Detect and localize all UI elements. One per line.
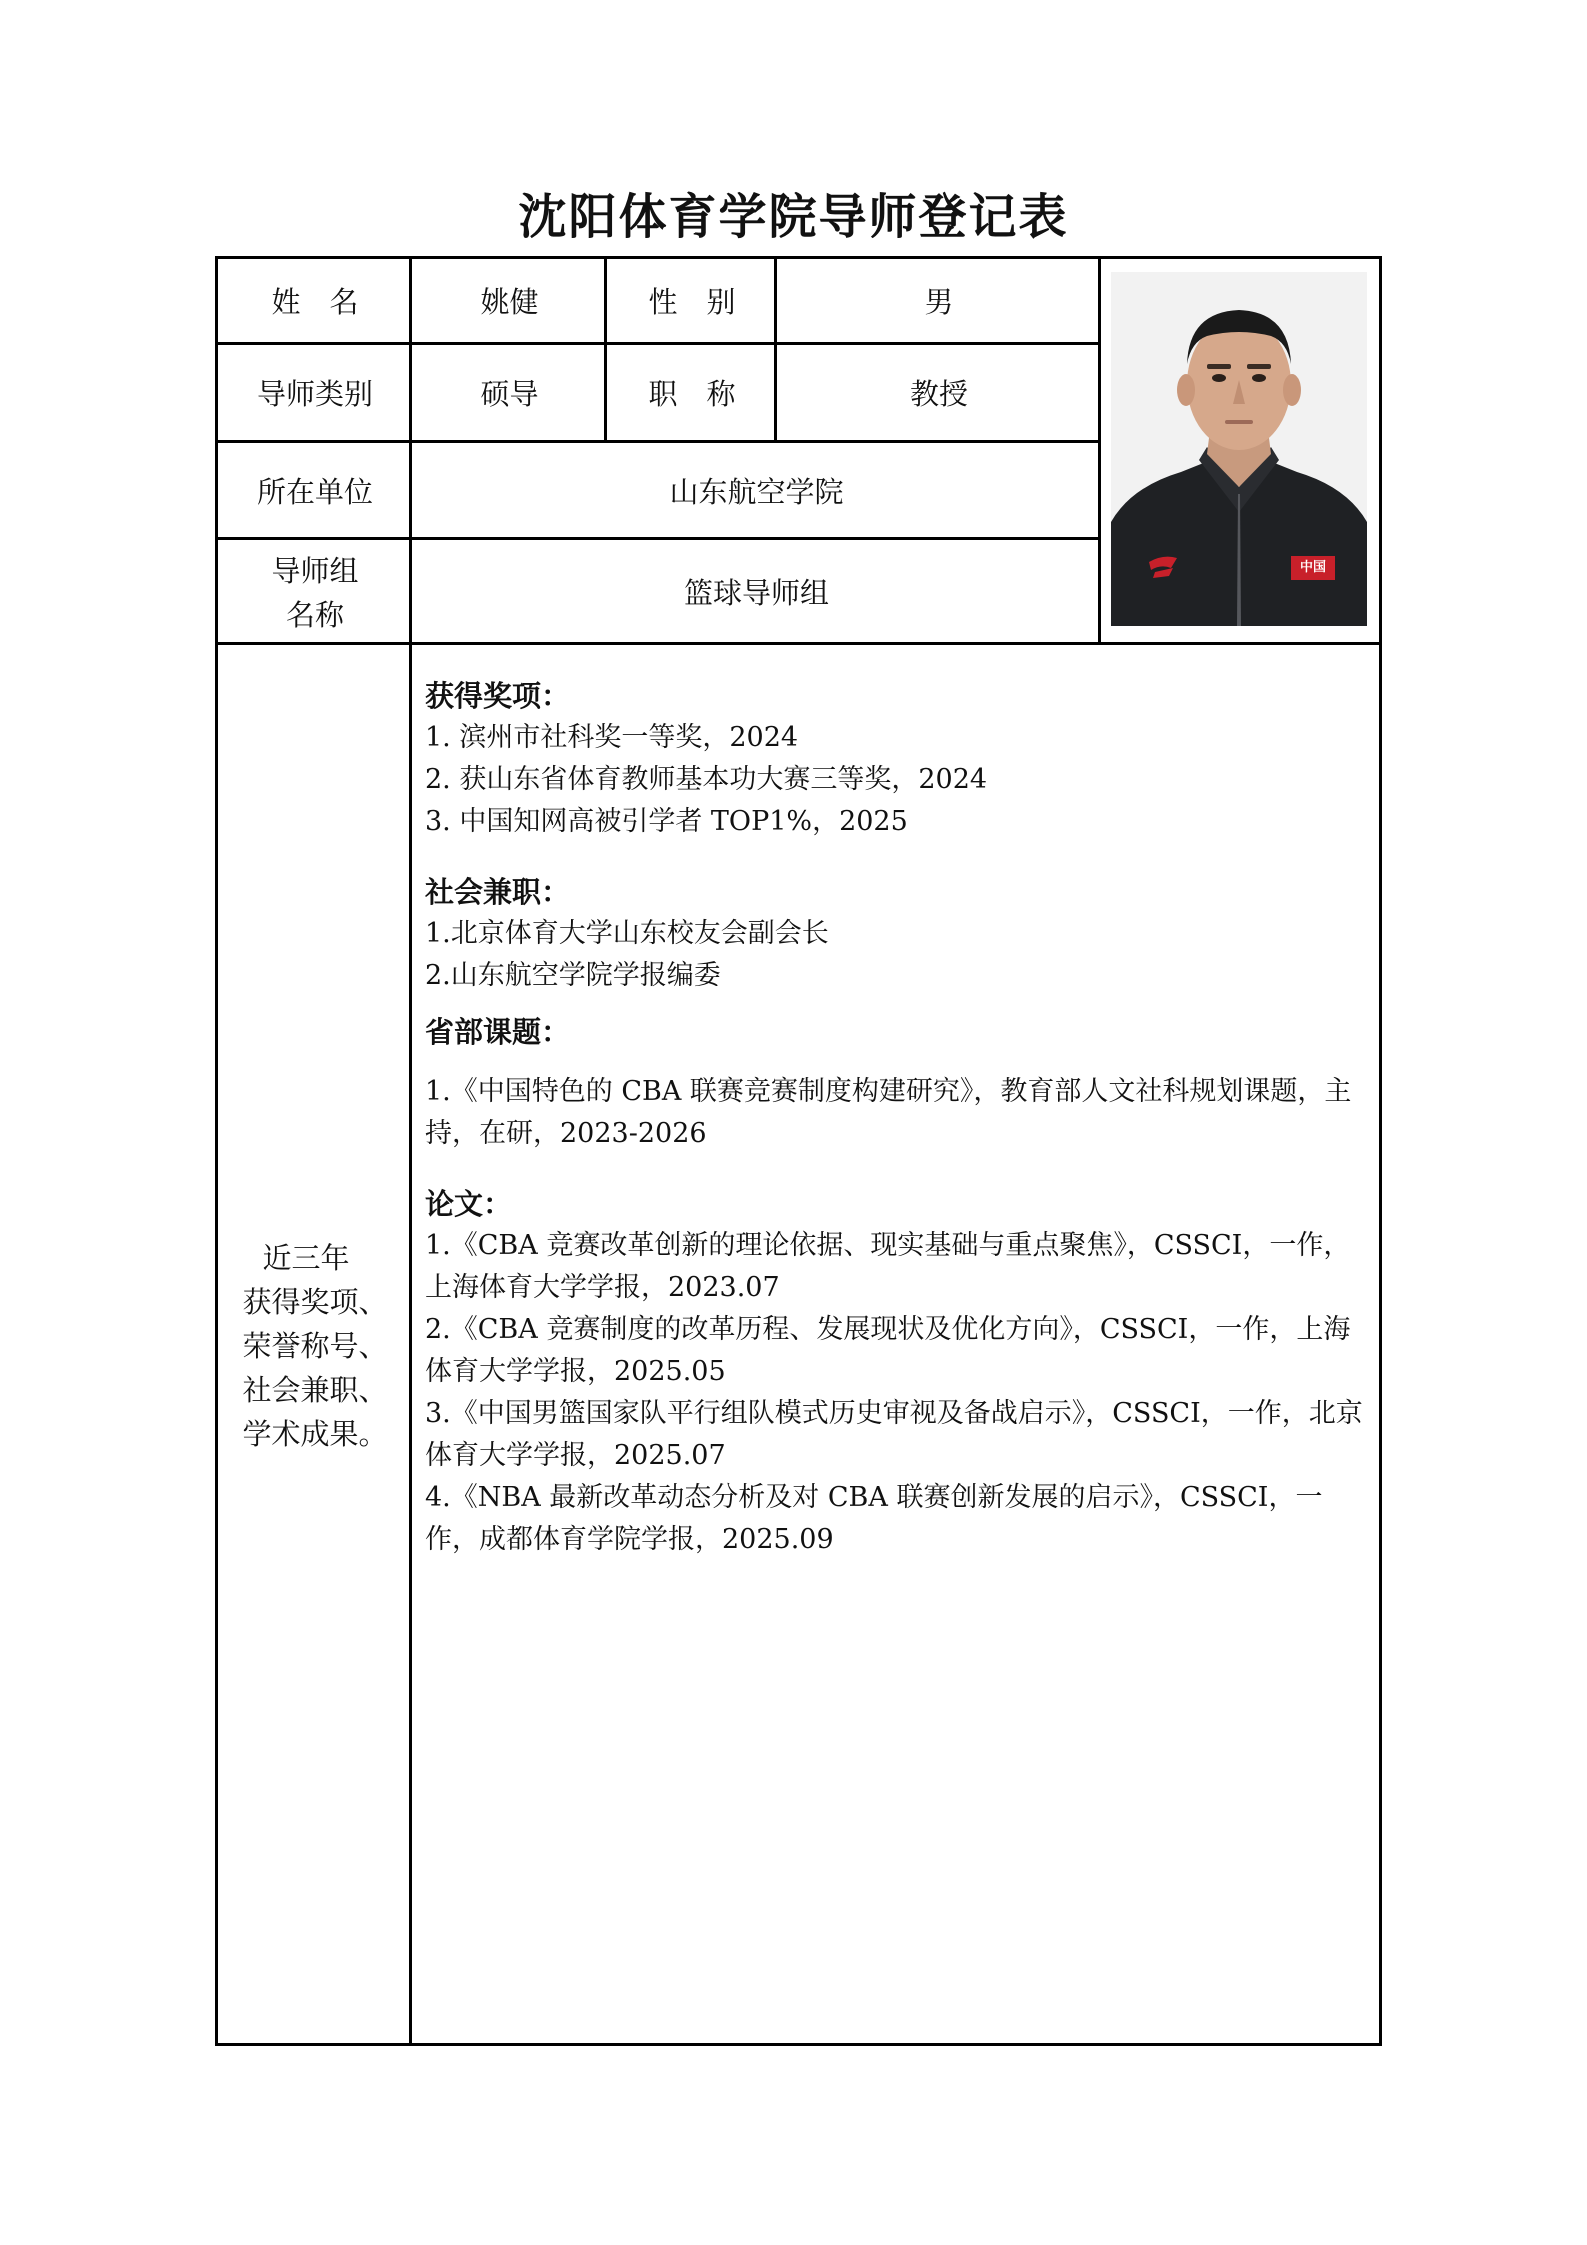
name-label-cell <box>218 259 412 345</box>
unit-label-cell <box>218 443 412 540</box>
tutor-type-label: 导师类别 <box>256 377 373 411</box>
job-title-label-cell <box>607 345 777 443</box>
posts-heading: 社会兼职： <box>425 875 571 909</box>
achievements-label-line: 荣誉称号、 <box>242 1328 388 1363</box>
group-label-line: 名称 <box>285 597 344 632</box>
paper-item: 4.《NBA 最新改革动态分析及对 CBA 联赛创新发展的启示》，CSSCI，一作，成都体育学院学报，2025.09 <box>425 1482 1323 1555</box>
papers-heading: 论文： <box>425 1187 513 1221</box>
job-title-value-cell <box>777 345 1101 443</box>
unit-value: 山东航空学院 <box>669 474 844 509</box>
name-label: 姓 名 <box>271 285 359 319</box>
group-value-cell <box>412 540 1101 645</box>
award-item: 3. 中国知网高被引学者 TOP1%，2025 <box>425 806 908 837</box>
name-value-cell <box>412 259 607 345</box>
tutor-type-label-cell <box>218 345 412 443</box>
award-item: 2. 获山东省体育教师基本功大赛三等奖，2024 <box>425 764 988 795</box>
achievements-label-cell <box>218 645 412 2046</box>
achievements-label-line: 近三年 <box>262 1240 350 1275</box>
group-label-line: 导师组 <box>271 553 359 588</box>
unit-label: 所在单位 <box>256 474 373 509</box>
project-item: 1.《中国特色的 CBA 联赛竞赛制度构建研究》，教育部人文社科规划课题，主持，在研，2023-2026 <box>425 1076 1352 1149</box>
award-item: 1. 滨州市社科奖一等奖，2024 <box>425 722 799 753</box>
projects-heading: 省部课题： <box>425 1015 571 1049</box>
group-label-cell <box>218 540 412 645</box>
chest-badge-text: 中国 <box>1299 560 1326 575</box>
job-title-value: 教授 <box>909 377 968 411</box>
gender-label-cell <box>607 259 777 345</box>
gender-value: 男 <box>924 285 954 319</box>
post-item: 1.北京体育大学山东校友会副会长 <box>425 918 829 949</box>
awards-heading: 获得奖项： <box>425 679 571 713</box>
paper-item: 1.《CBA 竞赛改革创新的理论依据、现实基础与重点聚焦》，CSSCI，一作，上海体育大学学报，2023.07 <box>425 1230 1351 1303</box>
page-title: 沈阳体育学院导师登记表 <box>518 189 1069 245</box>
paper-item: 2.《CBA 竞赛制度的改革历程、发展现状及优化方向》，CSSCI，一作，上海体育大学学报，2025.05 <box>425 1314 1351 1387</box>
spacer <box>425 1053 1365 1071</box>
achievements-label-line: 获得奖项、 <box>242 1284 388 1319</box>
gender-value-cell <box>777 259 1101 345</box>
name-value: 姚健 <box>480 285 539 319</box>
group-value: 篮球导师组 <box>683 575 829 610</box>
gender-label: 性 别 <box>648 285 736 319</box>
paper-item: 3.《中国男篮国家队平行组队模式历史审视及备战启示》，CSSCI，一作，北京体育大学学报，2025.07 <box>425 1398 1363 1471</box>
post-item: 2.山东航空学院学报编委 <box>425 960 721 991</box>
tutor-type-value-cell <box>412 345 607 443</box>
unit-value-cell <box>412 443 1101 540</box>
achievements-label-line: 学术成果。 <box>242 1416 388 1451</box>
portrait-photo <box>1111 272 1367 626</box>
achievements-label-line: 社会兼职、 <box>242 1372 388 1407</box>
job-title-label: 职 称 <box>648 377 736 411</box>
tutor-type-value: 硕导 <box>480 377 539 411</box>
achievements-content <box>425 675 1365 1561</box>
